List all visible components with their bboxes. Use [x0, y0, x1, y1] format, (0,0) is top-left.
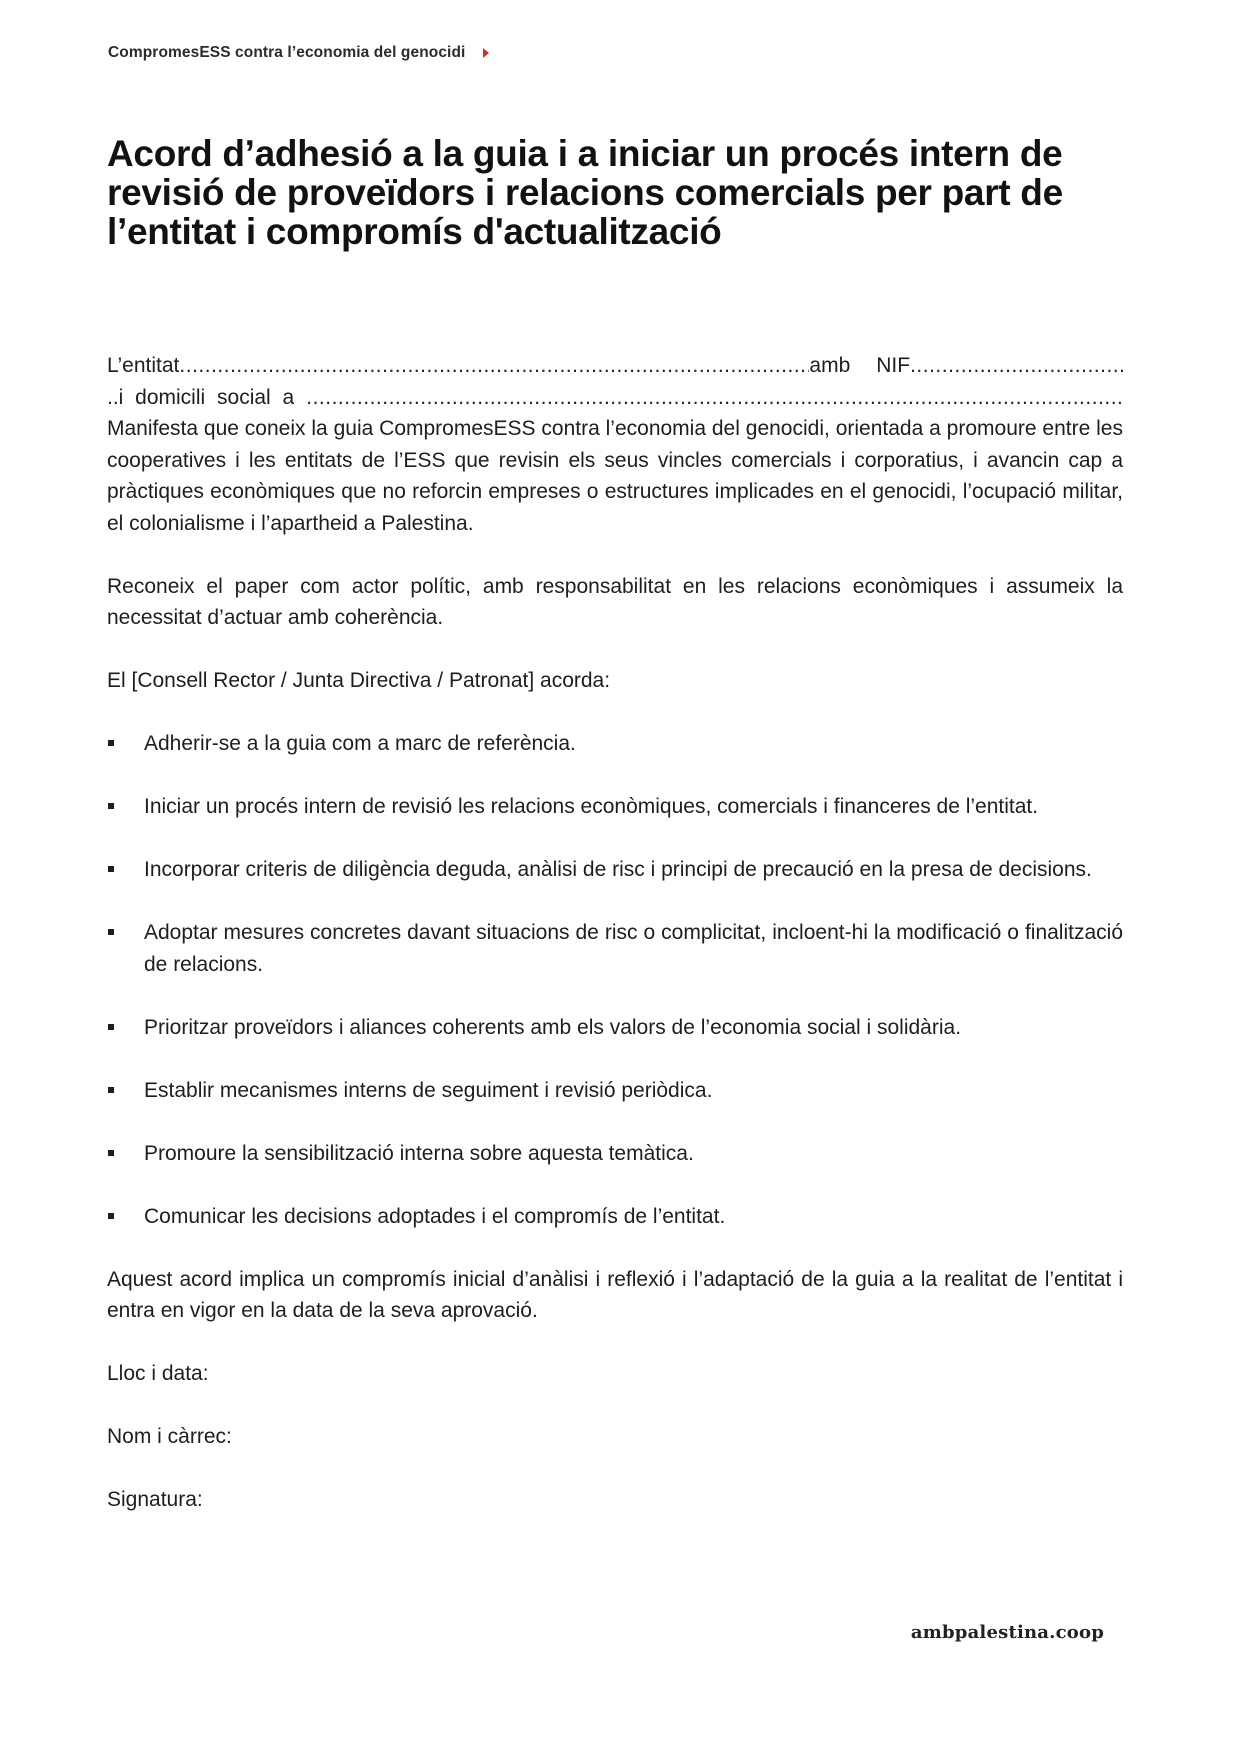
paragraph-manifest: Manifesta que coneix la guia CompromesESS contra l’economia del genocidi, orientada a promoure entre les cooperatives i les entitats de l’ESS que revisin els seus vincles comercials i corporatius, i avancin cap a pràctiques econòmiques que no reforcin empreses o estructures implicades en el genocidi, l’ocupació militar, el colonialisme i l’apartheid a Palestina.: [107, 417, 1123, 535]
bullet-square-icon: [108, 929, 114, 935]
agreement-intro: El [Consell Rector / Junta Directiva / Patronat] acorda:: [107, 669, 611, 692]
commitment-text: Prioritzar proveïdors i aliances coherents amb els valors de l’economia social i solidària.: [144, 1015, 962, 1039]
running-header-title: CompromesESS contra l’economia del genocidi: [108, 44, 466, 61]
commitment-text: Comunicar les decisions adoptades i el compromís de l’entitat.: [144, 1204, 726, 1228]
commitment-text: Adoptar mesures concretes davant situacions de risc o complicitat, incloent-hi la modificació o finalització de relacions.: [144, 921, 1123, 976]
commitment-text: Promoure la sensibilització interna sobre aquesta temàtica.: [144, 1141, 694, 1165]
bullet-square-icon: [108, 1150, 114, 1156]
bullet-square-icon: [108, 1024, 114, 1030]
place-date-label: Lloc i data:: [107, 1362, 209, 1385]
nif-label: NIF: [876, 354, 911, 377]
closing-paragraph: Aquest acord implica un compromís inicial d’anàlisi i reflexió i l’adaptació de la guia a la realitat de l’entitat i entra en vigor en la data de la seva aprovació.: [107, 1267, 1123, 1322]
amb-label: amb: [809, 354, 851, 377]
list-item: [107, 1075, 1123, 1107]
list-item: [107, 728, 1123, 760]
bullet-square-icon: [108, 1213, 114, 1219]
name-role-label: Nom i càrrec:: [107, 1425, 232, 1448]
signature-label: Signatura:: [107, 1488, 203, 1511]
list-item: [107, 1012, 1123, 1044]
entity-fill-dots: [179, 350, 809, 382]
bullet-square-icon: [108, 1087, 114, 1093]
document-title: Acord d’adhesió a la guia i a iniciar un procés intern de revisió de proveïdors i relacions comercials per part de l’entitat i compromís d'actualització: [107, 133, 1063, 252]
triangle-right-icon: [483, 48, 489, 58]
domicile-fill-dots: [306, 382, 1123, 414]
list-item: [107, 917, 1123, 980]
bullet-square-icon: [108, 866, 114, 872]
list-item: [107, 791, 1123, 823]
commitments-list: [107, 728, 1123, 1232]
paragraph-recognition: Reconeix el paper com actor polític, amb responsabilitat en les relacions econòmiques i assumeix la necessitat d’actuar amb coherència.: [107, 574, 1123, 629]
footer-website: ambpalestina.coop: [910, 1622, 1104, 1643]
entity-label: L’entitat: [107, 354, 180, 377]
entity-form-line: [107, 350, 1123, 382]
list-item: [107, 1138, 1123, 1170]
list-item: [107, 854, 1123, 886]
commitment-text: Incorporar criteris de diligència deguda, anàlisi de risc i principi de precaució en la presa de decisions.: [144, 858, 1092, 881]
commitment-text: Iniciar un procés intern de revisió les relacions econòmiques, comercials i financeres de l’entitat.: [144, 795, 1039, 818]
commitment-text: Establir mecanismes interns de seguiment i revisió periòdica.: [144, 1078, 713, 1102]
document-body: [107, 350, 1123, 1547]
bullet-square-icon: [108, 740, 114, 746]
bullet-square-icon: [108, 803, 114, 809]
commitment-text: Adherir-se a la guia com a marc de referència.: [144, 732, 576, 755]
running-header: [108, 44, 489, 62]
domicile-form-line: [107, 382, 1123, 414]
domicile-label: ..i domicili social a: [107, 385, 295, 409]
list-item: [107, 1201, 1123, 1233]
nif-fill-dots: [910, 350, 1123, 382]
